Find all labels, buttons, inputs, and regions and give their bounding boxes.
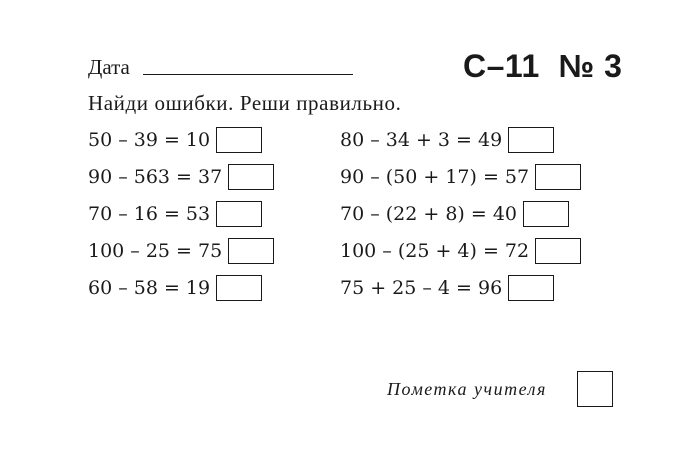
answer-box[interactable] xyxy=(216,127,262,153)
teacher-note-label: Пометка учителя xyxy=(387,379,547,399)
answer-box[interactable] xyxy=(535,238,581,264)
exercise-text: 90 – (50 + 17) = 57 xyxy=(340,166,530,188)
answer-box[interactable] xyxy=(228,238,274,264)
answer-box[interactable] xyxy=(228,164,274,190)
exercise-text: 70 – 16 = 53 xyxy=(88,203,211,225)
exercise-text: 70 – (22 + 8) = 40 xyxy=(340,203,518,225)
answer-box[interactable] xyxy=(508,275,554,301)
answer-box[interactable] xyxy=(535,164,581,190)
exercise-text: 50 – 39 = 10 xyxy=(88,129,211,151)
instruction-text: Найди ошибки. Реши правильно. xyxy=(88,91,402,115)
exercise-text: 100 – (25 + 4) = 72 xyxy=(340,240,530,262)
exercise-left-3 xyxy=(88,199,262,229)
exercise-text: 100 – 25 = 75 xyxy=(88,240,223,262)
exercise-right-5 xyxy=(340,273,554,303)
answer-box[interactable] xyxy=(216,275,262,301)
date-input-line[interactable] xyxy=(143,74,353,75)
exercise-left-4 xyxy=(88,236,274,266)
exercise-right-1 xyxy=(340,125,554,155)
exercise-text: 60 – 58 = 19 xyxy=(88,277,211,299)
exercise-text: 75 + 25 – 4 = 96 xyxy=(340,277,503,299)
answer-box[interactable] xyxy=(216,201,262,227)
exercise-text: 80 – 34 + 3 = 49 xyxy=(340,129,503,151)
worksheet-code: С–11 № 3 xyxy=(463,48,623,84)
date-label: Дата xyxy=(88,55,130,79)
teacher-mark-box[interactable] xyxy=(577,371,613,407)
exercise-right-3 xyxy=(340,199,569,229)
exercise-right-4 xyxy=(340,236,581,266)
exercise-left-2 xyxy=(88,162,274,192)
exercise-left-1 xyxy=(88,125,262,155)
answer-box[interactable] xyxy=(523,201,569,227)
exercise-left-5 xyxy=(88,273,262,303)
exercise-text: 90 – 563 = 37 xyxy=(88,166,223,188)
answer-box[interactable] xyxy=(508,127,554,153)
exercise-right-2 xyxy=(340,162,581,192)
